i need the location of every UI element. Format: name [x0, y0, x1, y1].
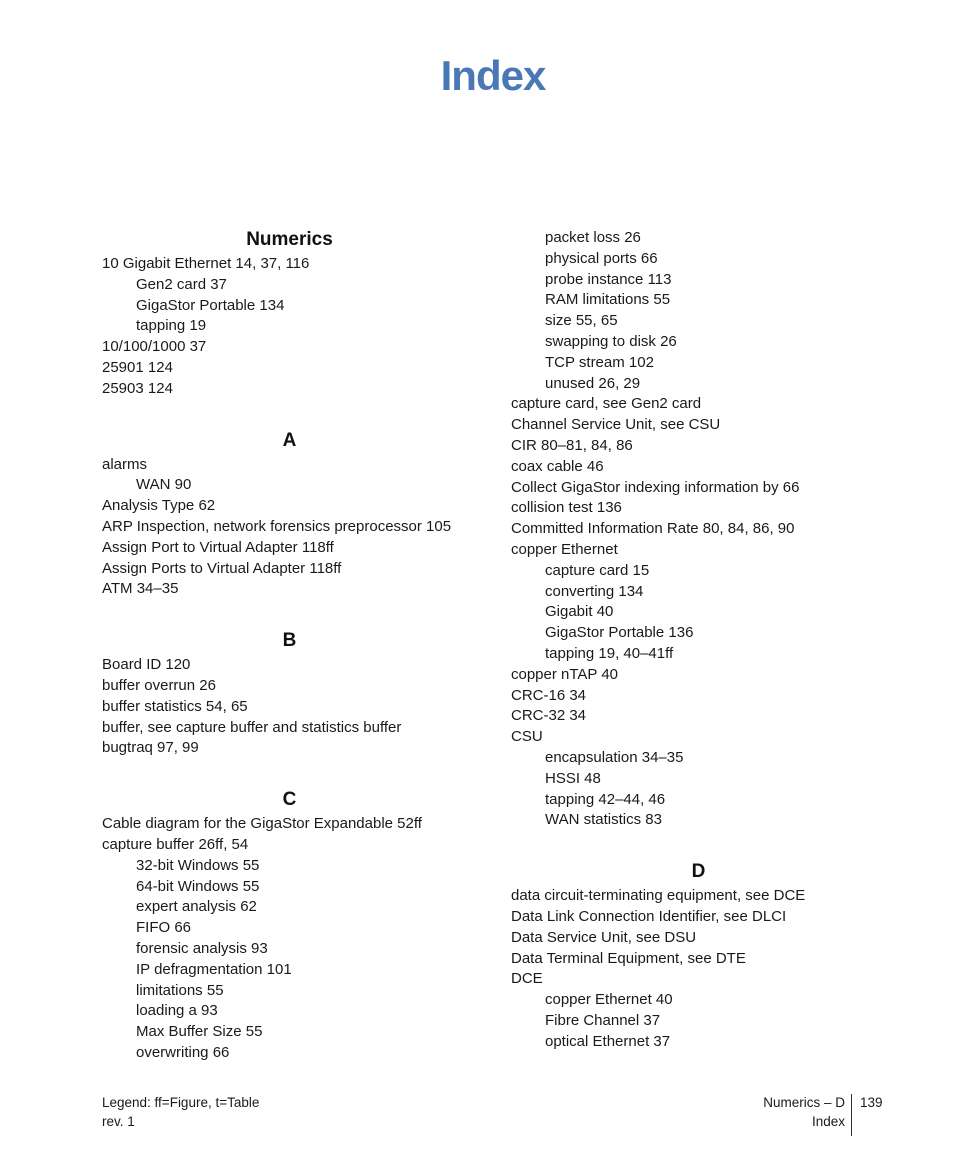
footer-legend — [102, 1093, 259, 1131]
index-subentry: encapsulation 34–35 — [545, 748, 684, 766]
index-subentry: optical Ethernet 37 — [545, 1032, 671, 1050]
index-entry: CRC-16 34 — [511, 686, 587, 704]
index-entry: collision test 136 — [511, 499, 622, 517]
index-subentry: WAN 90 — [136, 476, 192, 494]
index-subentry: GigaStor Portable 134 — [136, 296, 285, 314]
index-entry: buffer overrun 26 — [102, 676, 216, 694]
index-subentry: converting 134 — [545, 582, 644, 600]
section-heading-b: B — [282, 630, 297, 652]
section-heading-c: C — [282, 789, 297, 811]
footer-section-name: Index — [811, 1114, 845, 1129]
index-subentry: overwriting 66 — [136, 1043, 230, 1061]
index-entry: capture card, see Gen2 card — [511, 395, 702, 413]
section-heading-numerics: Numerics — [246, 229, 333, 250]
index-subentry: Gigabit 40 — [545, 603, 614, 621]
index-subentry: RAM limitations 55 — [545, 291, 671, 309]
index-entry: Analysis Type 62 — [102, 497, 216, 515]
index-entry: data circuit-terminating equipment, see DCE — [511, 887, 806, 905]
index-subentry: TCP stream 102 — [545, 353, 654, 371]
index-entry: copper nTAP 40 — [511, 665, 619, 683]
index-subentry: 64-bit Windows 55 — [136, 877, 260, 895]
index-entry: ARP Inspection, network forensics preprocessor 105 — [102, 517, 452, 535]
index-entry: Channel Service Unit, see CSU — [511, 416, 721, 434]
index-entry: Data Terminal Equipment, see DTE — [511, 949, 746, 967]
footer-revision: rev. 1 — [102, 1114, 135, 1129]
index-entry: DCE — [511, 970, 543, 988]
index-subentry: Fibre Channel 37 — [545, 1011, 661, 1029]
index-subentry: packet loss 26 — [545, 229, 641, 246]
index-subentry: GigaStor Portable 136 — [545, 624, 694, 642]
index-subentry: tapping 19, 40–41ff — [545, 644, 674, 662]
index-subentry: tapping 19 — [136, 317, 207, 335]
index-entry: 25901 124 — [102, 358, 173, 376]
index-subentry: capture card 15 — [545, 561, 650, 579]
index-entry: alarms — [102, 455, 148, 473]
index-subentry: swapping to disk 26 — [545, 332, 677, 350]
index-subentry: loading a 93 — [136, 1002, 218, 1020]
index-subentry: copper Ethernet 40 — [545, 991, 673, 1009]
page-number: 139 — [860, 1095, 883, 1110]
index-column-left — [102, 226, 502, 1064]
index-subentry: physical ports 66 — [545, 249, 658, 267]
index-entry: CIR 80–81, 84, 86 — [511, 436, 633, 454]
index-subentry: unused 26, 29 — [545, 374, 641, 392]
footer-section-range: Numerics – D — [763, 1095, 845, 1110]
index-entry: CSU — [511, 728, 543, 746]
index-entry: capture buffer 26ff, 54 — [102, 835, 249, 853]
index-entry: Committed Information Rate 80, 84, 86, 90 — [511, 520, 795, 538]
index-entry: coax cable 46 — [511, 457, 604, 475]
index-entry: Assign Port to Virtual Adapter 118ff — [102, 538, 334, 556]
index-entry: Board ID 120 — [102, 656, 191, 674]
index-entry: Collect GigaStor indexing information by 66 — [511, 478, 800, 496]
index-entry: 10 Gigabit Ethernet 14, 37, 116 — [102, 255, 310, 272]
index-entry: CRC-32 34 — [511, 707, 587, 725]
index-subentry: IP defragmentation 101 — [136, 960, 292, 978]
footer-section — [763, 1093, 845, 1131]
index-entry: bugtraq 97, 99 — [102, 739, 199, 757]
page-title: Index — [440, 52, 546, 99]
index-subentry: forensic analysis 93 — [136, 939, 268, 957]
index-subentry: limitations 55 — [136, 981, 224, 999]
index-entry: Assign Ports to Virtual Adapter 118ff — [102, 559, 342, 577]
index-entry: Cable diagram for the GigaStor Expandable 52ff — [102, 815, 422, 833]
index-entry: Data Service Unit, see DSU — [511, 928, 697, 946]
index-subentry: size 55, 65 — [545, 312, 618, 330]
index-entry: Data Link Connection Identifier, see DLCI — [511, 907, 787, 925]
index-entry: buffer, see capture buffer and statistics buffer — [102, 718, 402, 736]
index-entry: 25903 124 — [102, 379, 173, 397]
footer-divider — [851, 1094, 852, 1136]
index-subentry: probe instance 113 — [545, 270, 672, 288]
index-entry: buffer statistics 54, 65 — [102, 697, 248, 715]
section-heading-d: D — [691, 861, 706, 883]
section-heading-a: A — [282, 429, 297, 451]
index-subentry: tapping 42–44, 46 — [545, 790, 666, 808]
index-subentry: HSSI 48 — [545, 769, 601, 787]
index-subentry: FIFO 66 — [136, 919, 192, 937]
footer-legend-text: Legend: ff=Figure, t=Table — [102, 1095, 260, 1110]
index-subentry: WAN statistics 83 — [545, 811, 662, 829]
index-subentry: expert analysis 62 — [136, 898, 257, 916]
index-entry: ATM 34–35 — [102, 580, 179, 598]
index-subentry: Max Buffer Size 55 — [136, 1023, 263, 1041]
index-subentry: 32-bit Windows 55 — [136, 856, 260, 874]
index-column-right — [511, 228, 911, 1052]
index-entry: copper Ethernet — [511, 540, 618, 558]
index-subentry: Gen2 card 37 — [136, 275, 227, 293]
index-entry: 10/100/1000 37 — [102, 338, 207, 356]
